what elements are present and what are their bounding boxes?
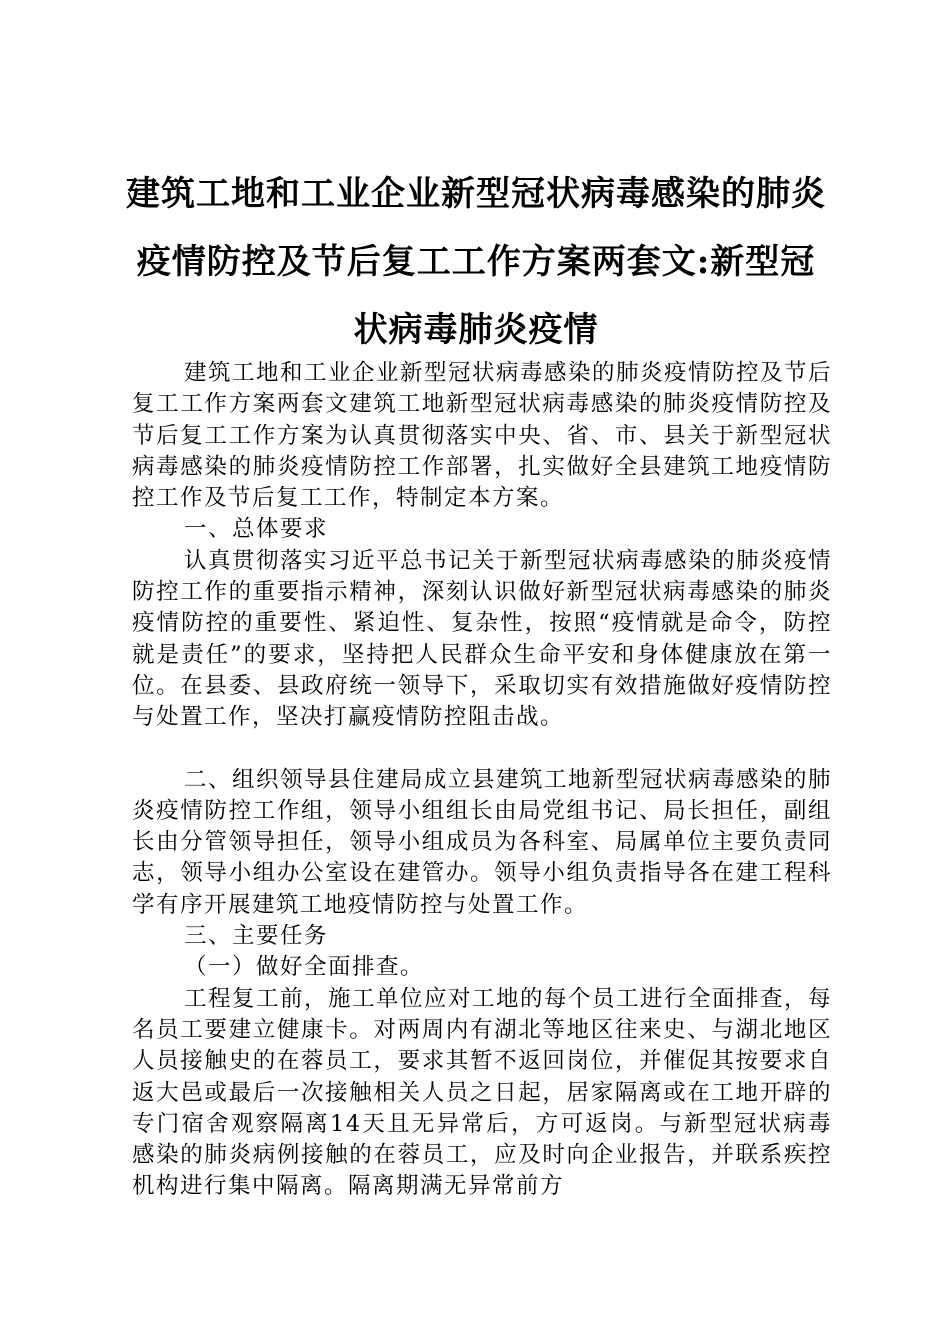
document-title: 建筑工地和工业企业新型冠状病毒感染的肺炎疫情防控及节后复工工作方案两套文:新型冠状病毒肺炎疫情	[126, 174, 826, 350]
general-requirements-paragraph: 认真贯彻落实习近平总书记关于新型冠状病毒感染的肺炎疫情防控工作的重要指示精神，深刻认识做好新型冠状病毒感染的肺炎疫情防控的重要性、紧迫性、复杂性，按照“疫情就是命令，防控就是责任”的要求，坚持把人民群众生命平安和身体健康放在第一位。在县委、县政府统一领导下，采取切实有效措施做好疫情防控与处置工作，坚决打赢疫情防控阻击战。	[132, 547, 833, 731]
document-body	[132, 358, 832, 1203]
organization-paragraph: 二、组织领导县住建局成立县建筑工地新型冠状病毒感染的肺炎疫情防控工作组，领导小组组长由局党组书记、局长担任，副组长由分管领导担任，领导小组成员为各科室、局属单位主要负责同志，领导小组办公室设在建管办。领导小组负责指导各在建工程科学有序开展建筑工地疫情防控与处置工作。	[132, 766, 833, 918]
section-heading-main-tasks: 三、主要任务	[184, 923, 329, 950]
subsection-heading-screening: （一）做好全面排查。	[184, 954, 425, 981]
intro-paragraph: 建筑工地和工业企业新型冠状病毒感染的肺炎疫情防控及节后复工工作方案两套文建筑工地新型冠状病毒感染的肺炎疫情防控及节后复工工作方案为认真贯彻落实中央、省、市、县关于新型冠状病毒感染的肺炎疫情防控工作部署，扎实做好全县建筑工地疫情防控工作及节后复工工作，特制定本方案。	[132, 360, 833, 512]
section-heading-general-requirements: 一、总体要求	[184, 516, 329, 543]
screening-paragraph: 工程复工前，施工单位应对工地的每个员工进行全面排查，每名员工要建立健康卡。对两周内有湖北等地区往来史、与湖北地区人员接触史的在蓉员工，要求其暂不返回岗位，并催促其按要求自返大邑或最后一次接触相关人员之日起，居家隔离或在工地开辟的专门宿舍观察隔离14天且无异常后，方可返岗。与新型冠状病毒感染的肺炎病例接触的在蓉员工，应及时向企业报告，并联系疾控机构进行集中隔离。隔离期满无异常前方	[132, 985, 833, 1200]
paragraph-spacer	[132, 734, 832, 765]
